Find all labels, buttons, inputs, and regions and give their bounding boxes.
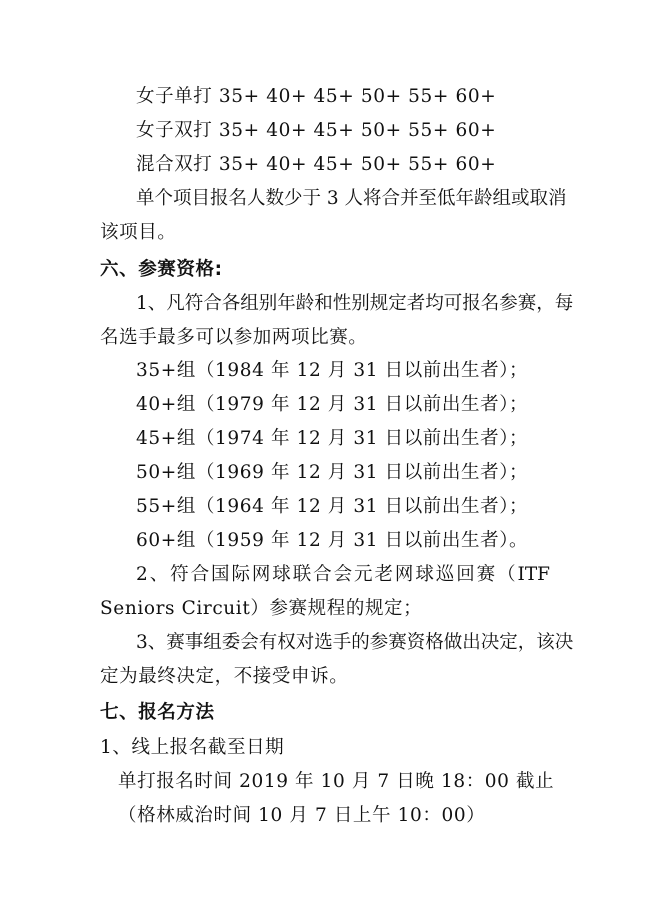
event-mixed-doubles: 混合双打 35+ 40+ 45+ 50+ 55+ 60+ (136, 154, 497, 175)
eligibility-item2-line1: 2、符合国际网球联合会元老网球巡回赛（ITF (136, 564, 550, 585)
merge-note-line1: 单个项目报名人数少于 3 人将合并至低年龄组或取消 (136, 188, 567, 209)
age-group-40: 40+组（1979 年 12 月 31 日以前出生者）； (136, 394, 529, 415)
registration-sub1: 1、线上报名截至日期 (100, 737, 285, 758)
event-womens-singles: 女子单打 35+ 40+ 45+ 50+ 55+ 60+ (136, 86, 497, 107)
eligibility-item3-line2: 定为最终决定，不接受申诉。 (100, 666, 349, 687)
eligibility-item1-line2: 名选手最多可以参加两项比赛。 (100, 327, 368, 348)
singles-deadline: 单打报名时间 2019 年 10 月 7 日晚 18：00 截止 (118, 771, 555, 792)
gmt-note: （格林威治时间 10 月 7 日上午 10：00） (118, 805, 486, 826)
event-womens-doubles: 女子双打 35+ 40+ 45+ 50+ 55+ 60+ (136, 120, 497, 141)
eligibility-item1-line1: 1、凡符合各组别年龄和性别规定者均可报名参赛，每 (136, 293, 574, 314)
eligibility-item3-line1: 3、赛事组委会有权对选手的参赛资格做出决定，该决 (136, 632, 574, 653)
section-heading-registration: 七、报名方法 (100, 702, 215, 723)
eligibility-item2-line2: Seniors Circuit）参赛规程的规定； (100, 598, 423, 619)
age-group-35: 35+组（1984 年 12 月 31 日以前出生者）； (136, 360, 529, 381)
merge-note-line2: 该项目。 (100, 222, 177, 243)
age-group-50: 50+组（1969 年 12 月 31 日以前出生者）； (136, 462, 529, 483)
age-group-55: 55+组（1964 年 12 月 31 日以前出生者）； (136, 496, 529, 517)
age-group-45: 45+组（1974 年 12 月 31 日以前出生者）； (136, 428, 529, 449)
section-heading-eligibility: 六、参赛资格: (100, 259, 223, 280)
age-group-60: 60+组（1959 年 12 月 31 日以前出生者）。 (136, 530, 529, 551)
